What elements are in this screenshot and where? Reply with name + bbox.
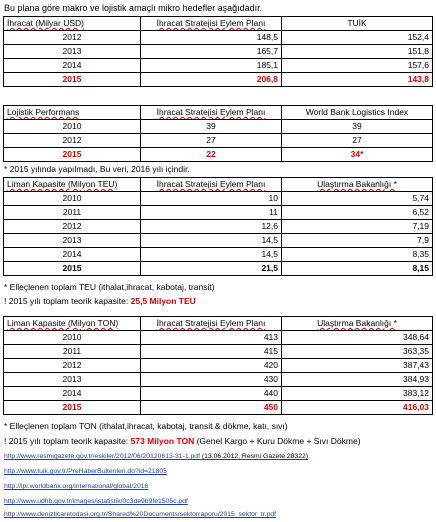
value-cell: 8,35 bbox=[282, 248, 433, 262]
year-cell: 2012 bbox=[4, 134, 141, 148]
table-row bbox=[4, 345, 433, 359]
value-cell: 363,35 bbox=[282, 345, 433, 359]
intro-text: Bu plana göre makro ve lojistik amaçlı mikro hedefler aşağıdadır. bbox=[4, 3, 263, 13]
table-header-row bbox=[4, 106, 433, 120]
link-annotation: (13.06.2012, Resmi Gazete 28322) bbox=[199, 453, 309, 460]
logistics-table bbox=[3, 105, 433, 162]
year-cell: 2014 bbox=[4, 248, 141, 262]
ton-capacity-table bbox=[3, 316, 433, 415]
year-cell: 2013 bbox=[4, 373, 141, 387]
value-cell: 5,74 bbox=[282, 192, 433, 206]
value-cell: 6,52 bbox=[282, 206, 433, 220]
teu-capacity-table bbox=[3, 177, 433, 276]
value-cell: 143,8 bbox=[282, 73, 433, 87]
year-cell: 2010 bbox=[4, 331, 141, 345]
table-row bbox=[4, 359, 433, 373]
table-row bbox=[4, 220, 433, 234]
year-cell: 2012 bbox=[4, 220, 141, 234]
capacity-prefix: ! 2015 yılı toplam teorik kapasite: bbox=[4, 296, 131, 306]
teu-footnote: * Elleçlenen toplam TEU (ithalat,ihracat, kabotaj, transit) bbox=[4, 282, 215, 292]
year-cell: 2015 bbox=[4, 148, 141, 162]
value-cell: 27 bbox=[141, 134, 282, 148]
link-url[interactable]: http://www.resmigazete.gov.tr/eskiler/2012/06/20120613-31-1.pdf bbox=[4, 453, 200, 460]
table-row bbox=[4, 31, 433, 45]
value-cell: 7,9 bbox=[282, 234, 433, 248]
year-cell: 2012 bbox=[4, 31, 141, 45]
column-header: Lojistik Performans bbox=[4, 106, 141, 120]
table-row-highlighted bbox=[4, 401, 433, 415]
year-cell: 2014 bbox=[4, 387, 141, 401]
year-cell: 2013 bbox=[4, 234, 141, 248]
table-row bbox=[4, 387, 433, 401]
value-cell: 7,19 bbox=[282, 220, 433, 234]
value-cell: 413 bbox=[141, 331, 282, 345]
value-cell: 416,03 bbox=[282, 401, 433, 415]
capacity-value: 573 Milyon TON bbox=[130, 436, 195, 446]
logistics-footnote: * 2015 yılında yapılmadı, Bu veri, 2016 yılı içindir. bbox=[4, 164, 190, 174]
table-row bbox=[4, 120, 433, 134]
table-header-row bbox=[4, 178, 433, 192]
table-row bbox=[4, 331, 433, 345]
value-cell: 384,93 bbox=[282, 373, 433, 387]
value-cell: 383,12 bbox=[282, 387, 433, 401]
value-cell: 387,43 bbox=[282, 359, 433, 373]
column-header: Liman Kapasite (Milyon TON) bbox=[4, 317, 141, 331]
value-cell: 39 bbox=[141, 120, 282, 134]
value-cell: 206,8 bbox=[141, 73, 282, 87]
year-cell: 2014 bbox=[4, 59, 141, 73]
value-cell: 415 bbox=[141, 345, 282, 359]
table-row bbox=[4, 373, 433, 387]
capacity-value: 25,5 Milyon TEU bbox=[130, 296, 196, 306]
column-header: İhracat Stratejisi Eylem Planı bbox=[141, 106, 282, 120]
value-cell: 10 bbox=[141, 192, 282, 206]
value-cell: 151,8 bbox=[282, 45, 433, 59]
source-link[interactable]: http://www.udhb.gov.tr/images/istatistik/0c3de9b9fe1505c.pdf bbox=[4, 498, 188, 505]
value-cell: 157,6 bbox=[282, 59, 433, 73]
source-link[interactable] bbox=[4, 452, 308, 462]
table-row bbox=[4, 192, 433, 206]
column-header: İhracat (Milyar USD) bbox=[4, 17, 141, 31]
column-header: Ulaştırma Bakanlığı * bbox=[282, 178, 433, 192]
value-cell: 12,6 bbox=[141, 220, 282, 234]
column-header: İhracat Stratejisi Eylem Planı bbox=[141, 317, 282, 331]
value-cell: 14,5 bbox=[141, 248, 282, 262]
year-cell: 2015 bbox=[4, 401, 141, 415]
value-cell: 450 bbox=[141, 401, 282, 415]
year-cell: 2012 bbox=[4, 359, 141, 373]
capacity-suffix: (Genel Kargo + Kuru Dökme + Sıvı Dökme) bbox=[194, 436, 361, 446]
year-cell: 2015 bbox=[4, 73, 141, 87]
table-row-highlighted bbox=[4, 73, 433, 87]
table-header-row bbox=[4, 317, 433, 331]
value-cell: 27 bbox=[282, 134, 433, 148]
teu-capacity-note bbox=[4, 296, 196, 307]
column-header: World Bank Logistics Index bbox=[282, 106, 433, 120]
ton-footnote: * Elleçlenen toplam TON (ithalat,ihracat, kabotaj, transit & dökme, katı, sıvı) bbox=[4, 421, 288, 431]
column-header: Ulaştırma Bakanlığı * bbox=[282, 317, 433, 331]
column-header: İhracat Stratejisi Eylem Planı bbox=[141, 178, 282, 192]
value-cell: 148,5 bbox=[141, 31, 282, 45]
column-header: İhracat Stratejisi Eylem Planı bbox=[141, 17, 282, 31]
year-cell: 2010 bbox=[4, 120, 141, 134]
year-cell: 2011 bbox=[4, 345, 141, 359]
source-link[interactable]: http://www.tuik.gov.tr/PreHaberBultenleri.do?id=21805 bbox=[4, 468, 167, 475]
table-row-highlighted bbox=[4, 148, 433, 162]
value-cell: 165,7 bbox=[141, 45, 282, 59]
value-cell: 34* bbox=[282, 148, 433, 162]
value-cell: 14,5 bbox=[141, 234, 282, 248]
table-row bbox=[4, 134, 433, 148]
value-cell: 39 bbox=[282, 120, 433, 134]
year-cell: 2010 bbox=[4, 192, 141, 206]
capacity-prefix: ! 2015 yılı toplam teorik kapasite: bbox=[4, 436, 131, 446]
ton-capacity-note bbox=[4, 436, 361, 447]
table-row-emphasized bbox=[4, 262, 433, 276]
column-header: Liman Kapasite (Milyon TEU) bbox=[4, 178, 141, 192]
value-cell: 430 bbox=[141, 373, 282, 387]
value-cell: 185,1 bbox=[141, 59, 282, 73]
table-header-row bbox=[4, 17, 433, 31]
value-cell: 22 bbox=[141, 148, 282, 162]
column-header: TUİK bbox=[282, 17, 433, 31]
value-cell: 420 bbox=[141, 359, 282, 373]
table-row bbox=[4, 234, 433, 248]
year-cell: 2011 bbox=[4, 206, 141, 220]
value-cell: 21,5 bbox=[141, 262, 282, 276]
source-link[interactable]: http://www.denizticaretodasi.org.tr/Shared%20Documents/sektorraporu/2015_sektor_tr.pdf bbox=[4, 511, 277, 518]
value-cell: 8,15 bbox=[282, 262, 433, 276]
value-cell: 348,64 bbox=[282, 331, 433, 345]
value-cell: 11 bbox=[141, 206, 282, 220]
table-row bbox=[4, 248, 433, 262]
export-table bbox=[3, 16, 433, 87]
table-row bbox=[4, 59, 433, 73]
source-link[interactable]: http://lpi.worldbank.org/international/global/2016 bbox=[4, 483, 149, 490]
table-row bbox=[4, 206, 433, 220]
year-cell: 2015 bbox=[4, 262, 141, 276]
table-row bbox=[4, 45, 433, 59]
year-cell: 2013 bbox=[4, 45, 141, 59]
value-cell: 440 bbox=[141, 387, 282, 401]
value-cell: 152,4 bbox=[282, 31, 433, 45]
